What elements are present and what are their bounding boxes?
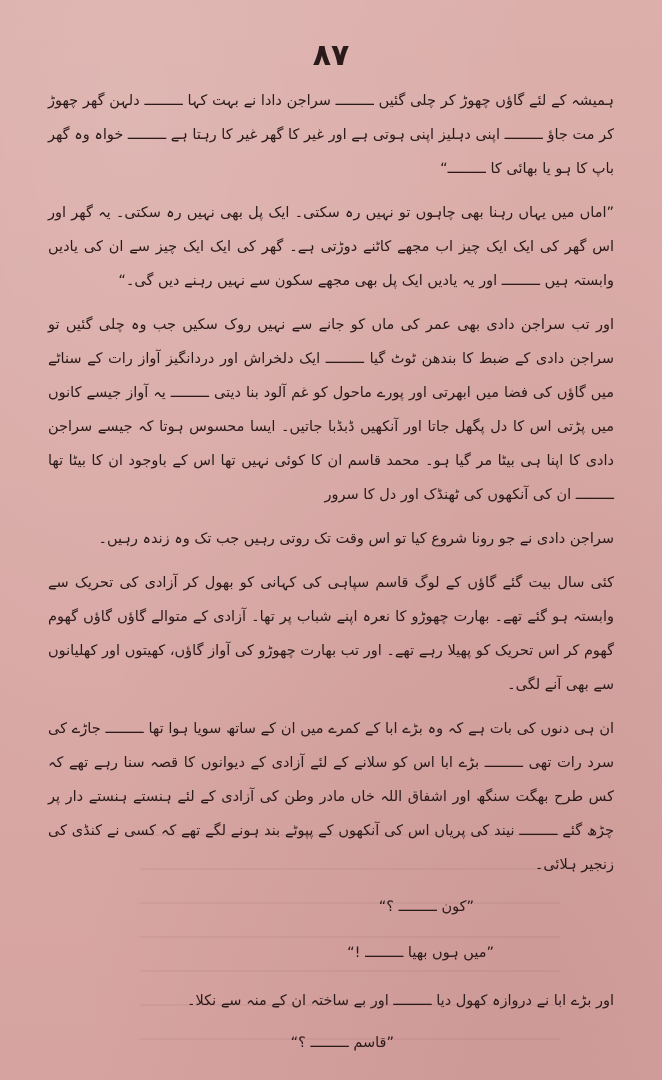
- paragraph-5: کئی سال بیت گئے گاؤں کے لوگ قاسم سپاہی کی کہانی کو بھول کر آزادی کی تحریک سے وابستہ ہو گئے تھے۔ بھارت چھوڑو کا نعرہ اپنے شباب پر تھا۔ آزادی کے متوالے گاؤں گاؤں گھوم گھوم کر اس تحریک کو پھیلا رہے تھے۔ اور تب بھارت چھوڑو کی آواز گاؤں، کھیتوں اور کھلیانوں سے بھی آنے لگی۔: [48, 575, 614, 693]
- page-body: [48, 84, 614, 1058]
- dialogue-line-1: ”کون ـــــــــ ؟“: [378, 899, 474, 915]
- page-number: ٨٧: [312, 38, 350, 73]
- paragraph-3: اور تب سراجن دادی بھی عمر کی ماں کو جانے سے نہیں روک سکیں جب وہ چلی گئیں تو سراجن دادی کے ضبط کا بندھن ٹوٹ گیا ـــــــــ ایک دلخراش اور دردانگیز آواز رات کے سناٹے میں گاؤں کی فضا میں ابھرتی اور پورے ماحول کو غم آلود بنا دیتی ـــــــــ یہ آواز جیسے کانوں میں پڑتی اس کا دل پگھل جاتا اور آنکھیں ڈبڈبا جاتیں۔ ایسا محسوس ہوتا کہ جیسے سراجن دادی کا اپنا ہی بیٹا مر گیا ہو۔ محمد قاسم ان کا کوئی نہیں تھا اس کے باوجود ان کا بیٹا تھا ـــــــــ ان کی آنکھوں کی ٹھنڈک اور دل کا سرور: [48, 317, 614, 503]
- closing-line: اور بڑے ابا نے دروازہ کھول دیا ـــــــــ اور بے ساختہ ان کے منہ سے نکلا۔: [187, 993, 614, 1009]
- paragraph-1: ہمیشہ کے لئے گاؤں چھوڑ کر چلی گئیں ـــــــــ سراجن دادا نے بہت کہا ـــــــــ دلہن گھر چھوڑ کر مت جاؤ ـــــــــ اپنی دہلیز اپنی ہوتی ہے اور غیر کا گھر غیر کا رہتا ہے ـــــــــ خواہ وہ گھر باپ کا ہو یا بھائی کا ـــــــــ“: [48, 93, 614, 177]
- paragraph-6: ان ہی دنوں کی بات ہے کہ وہ بڑے ابا کے کمرے میں ان کے ساتھ سویا ہوا تھا ـــــــــ جاڑے کی سرد رات تھی ـــــــــ بڑے ابا اس کو سلانے کے لئے آزادی کے دیوانوں کا قصہ سنا رہے تھے کہ کس طرح بھگت سنگھ اور اشفاق اللہ خاں مادر وطن کی آزادی کے لئے ہنستے ہنستے دار پر چڑھ گئے ـــــــــ نیند کی پریاں اس کی آنکھوں کے پپوٹے بند ہونے لگے تھے کہ کسی نے کنڈی کی زنجیر ہلائی۔: [48, 721, 614, 873]
- closing-dialogue: ”قاسم ـــــــــ ؟“: [290, 1035, 394, 1051]
- dialogue-line-2: ”میں ہوں بھیا ـــــــــ !“: [347, 945, 494, 961]
- paragraph-2: ”اماں میں یہاں رہنا بھی چاہوں تو نہیں رہ سکتی۔ ایک پل بھی نہیں رہ سکتی۔ یہ گھر اور اس گھر کی ایک ایک چیز اب مجھے کاٹنے دوڑتی ہے۔ گھر کی ایک ایک چیز سے ان کی یادیں وابستہ ہیں ـــــــــ اور یہ یادیں ایک پل بھی مجھے سکون سے نہیں رہنے دیں گی۔“: [48, 205, 614, 289]
- paragraph-4: سراجن دادی نے جو رونا شروع کیا تو اس وقت تک روتی رہیں جب تک وہ زندہ رہیں۔: [98, 531, 614, 547]
